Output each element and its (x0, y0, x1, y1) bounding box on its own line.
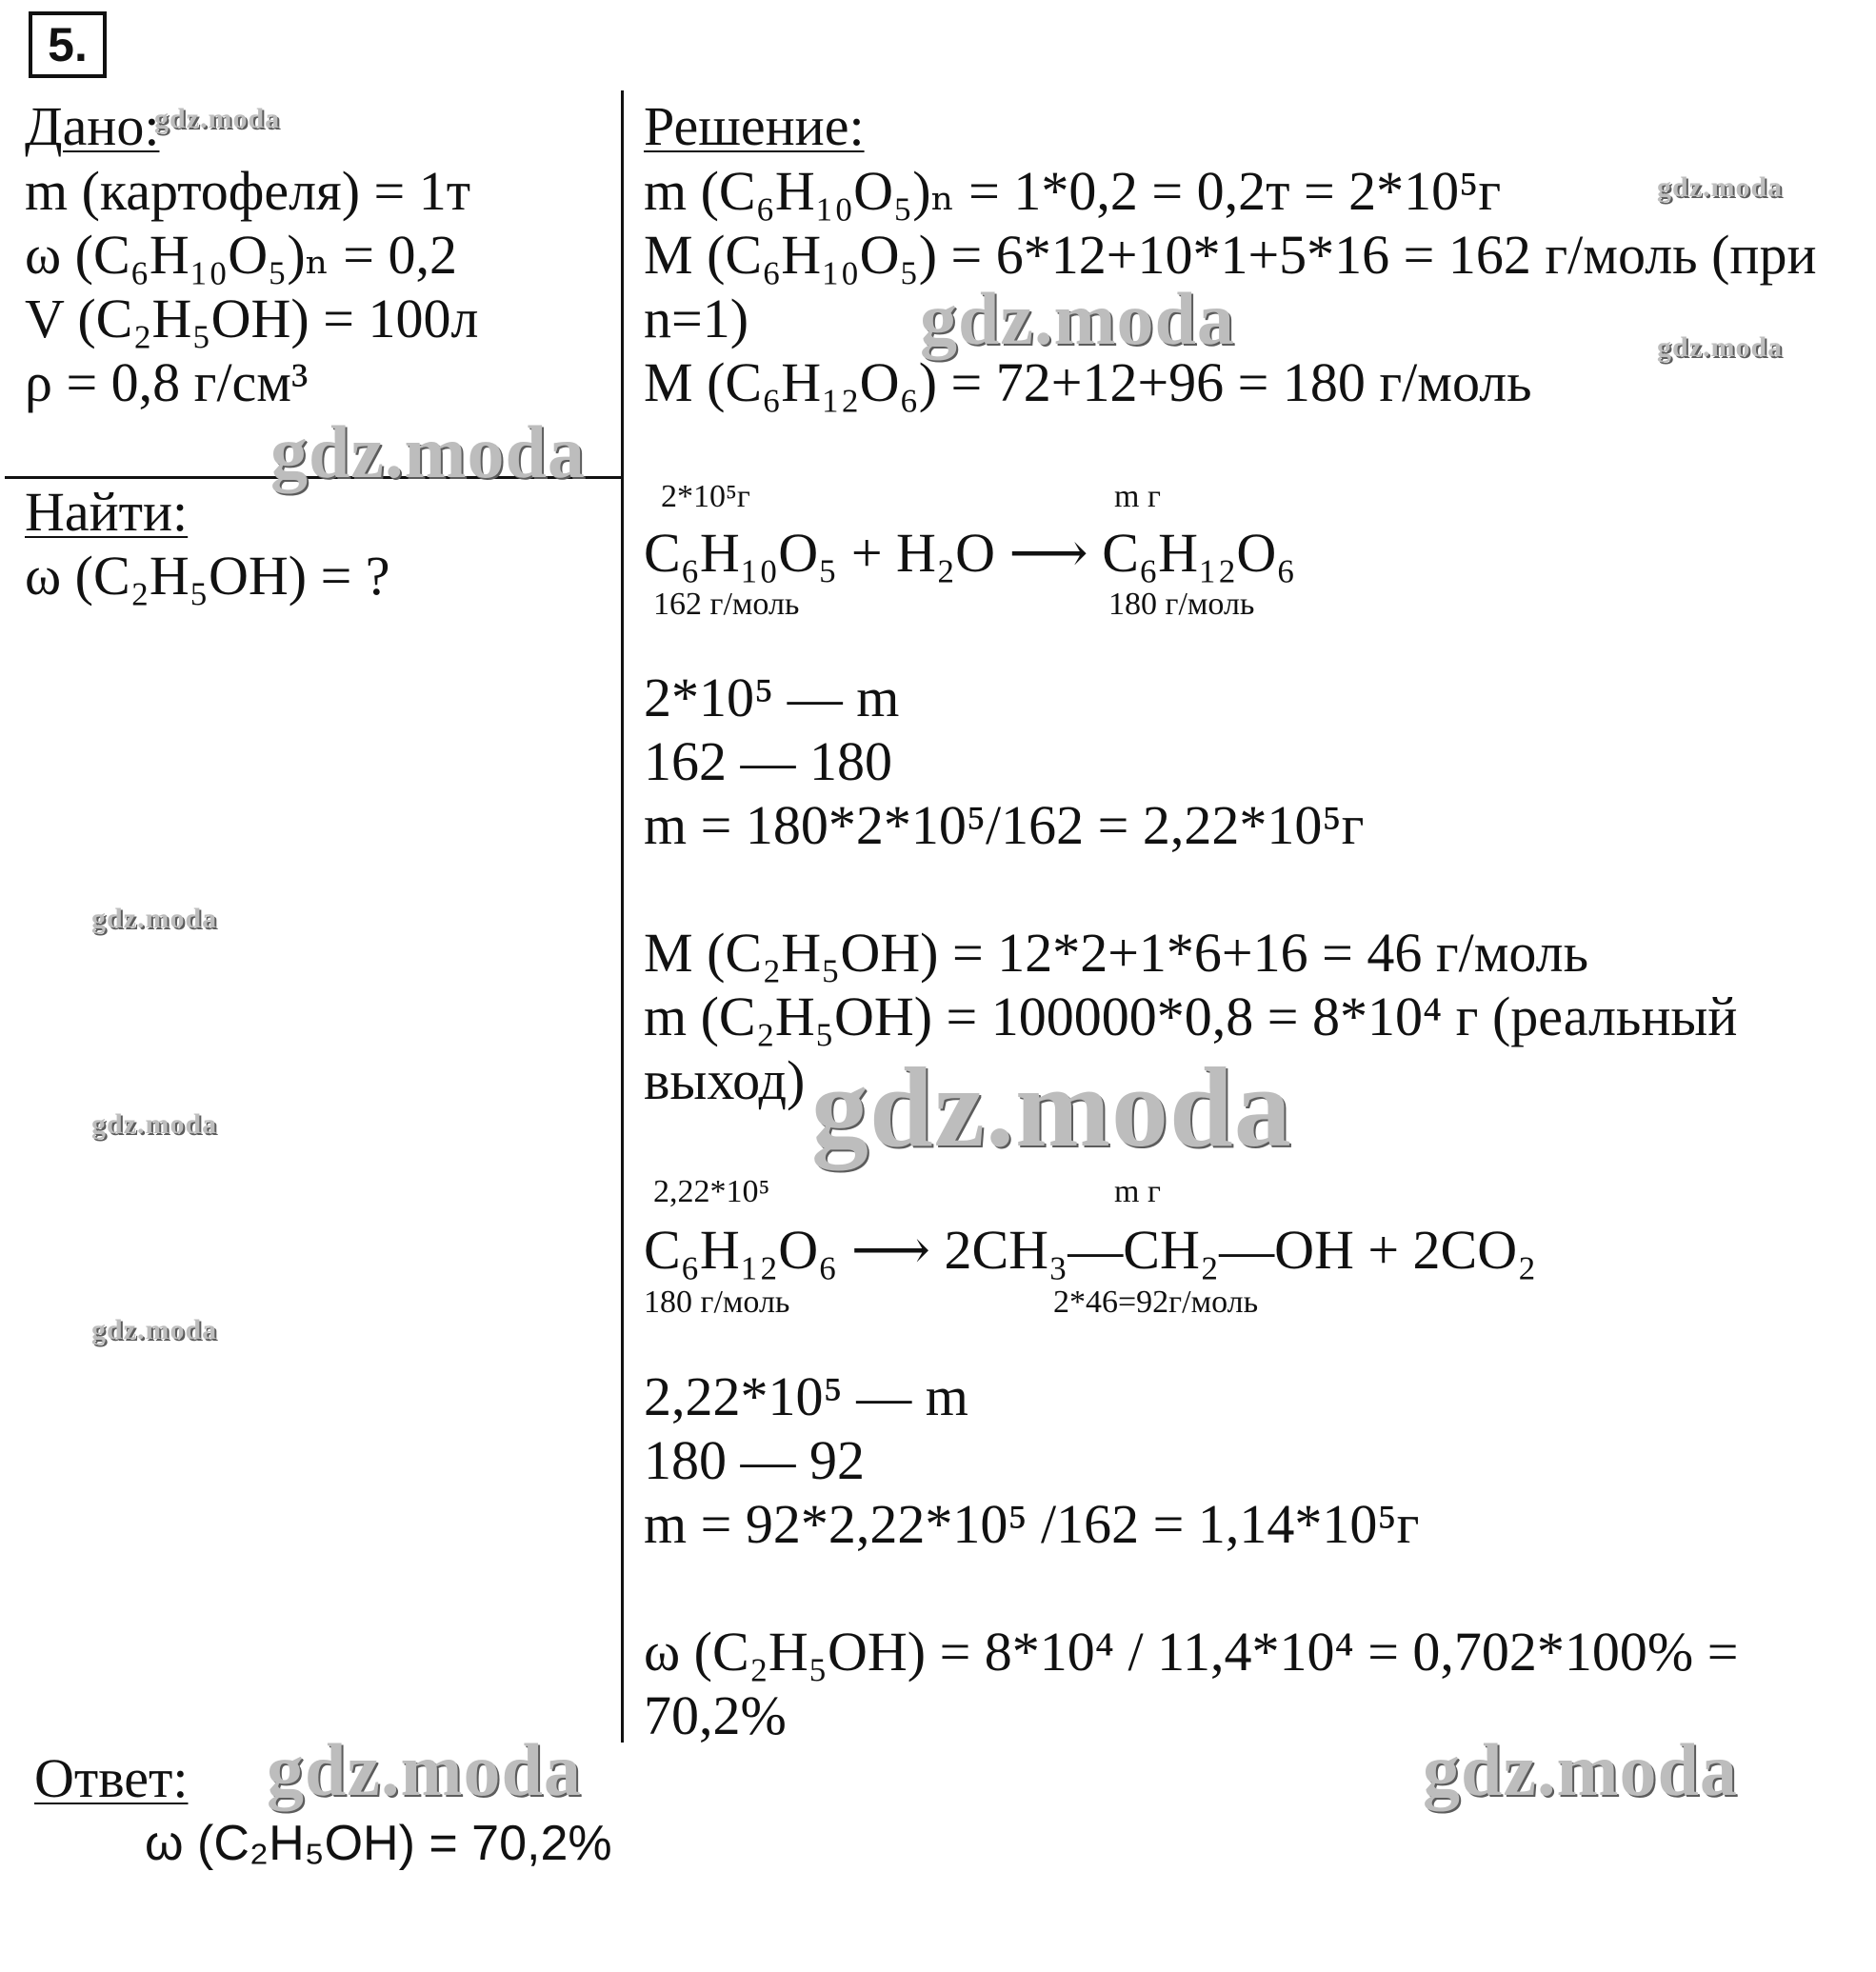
reaction1-below-left: 162 г/моль (653, 587, 800, 622)
ethanol-line: m (C₂H₅OH) = 100000*0,8 = 8*10⁴ г (реальный (644, 986, 1738, 1047)
watermark-text: gdz.moda (154, 103, 281, 134)
find-title: Найти: (25, 481, 189, 543)
watermark-text: gdz.moda (811, 1044, 1292, 1170)
proportion2-line: 2,22*10⁵ — m (644, 1365, 968, 1427)
reaction1-below-right: 180 г/моль (1108, 587, 1255, 622)
watermark-text: gdz.moda (920, 277, 1235, 360)
watermark-text: gdz.moda (1423, 1728, 1738, 1811)
proportion1-line: 2*10⁵ — m (644, 667, 900, 728)
answer-value: ω (C₂H₅OH) = 70,2% (145, 1816, 612, 1871)
solution-line: n=1) (644, 288, 749, 349)
answer-title: Ответ: (34, 1747, 189, 1809)
reaction2-equation: C₆H₁₂O₆ ⟶ 2CH₃—CH₂—OH + 2CO₂ (644, 1219, 1537, 1281)
watermark-text: gdz.moda (267, 1728, 582, 1811)
given-line: ρ = 0,8 г/см³ (25, 351, 309, 413)
final-line: 70,2% (644, 1684, 787, 1746)
reaction2-above-left: 2,22*10⁵ (653, 1174, 770, 1209)
given-line: ω (C₆H₁₀O₅)ₙ = 0,2 (25, 224, 457, 286)
reaction2-below-left: 180 г/моль (644, 1285, 790, 1320)
solution-line: M (C₆H₁₀O₅) = 6*12+10*1+5*16 = 162 г/моль (при (644, 224, 1817, 286)
reaction1-above-right: m г (1114, 479, 1161, 514)
ethanol-line: M (C₂H₅OH) = 12*2+1*6+16 = 46 г/моль (644, 922, 1589, 984)
ethanol-line: выход) (644, 1049, 806, 1111)
given-title: Дано: (25, 95, 160, 157)
proportion2-line: 180 — 92 (644, 1429, 865, 1491)
proportion1-line: m = 180*2*10⁵/162 = 2,22*10⁵г (644, 794, 1365, 856)
watermark-text: gdz.moda (270, 410, 586, 493)
solution-title: Решение: (644, 95, 865, 157)
given-line: m (картофеля) = 1т (25, 160, 471, 222)
watermark-text: gdz.moda (1657, 171, 1784, 203)
column-divider (621, 90, 624, 1743)
proportion1-line: 162 — 180 (644, 730, 892, 792)
proportion2-line: m = 92*2,22*10⁵ /162 = 1,14*10⁵г (644, 1493, 1420, 1555)
reaction2-below-right: 2*46=92г/моль (1053, 1285, 1259, 1320)
problem-number: 5. (29, 11, 107, 78)
reaction1-equation: C₆H₁₀O₅ + H₂O ⟶ C₆H₁₂O₆ (644, 522, 1296, 584)
given-line: V (C₂H₅OH) = 100л (25, 288, 479, 349)
watermark-text: gdz.moda (91, 903, 218, 934)
reaction1-above-left: 2*10⁵г (661, 479, 750, 514)
solution-line: M (C₆H₁₂O₆) = 72+12+96 = 180 г/моль (644, 351, 1532, 413)
watermark-text: gdz.moda (91, 1314, 218, 1345)
reaction2-above-right: m г (1114, 1174, 1161, 1209)
watermark-text: gdz.moda (91, 1108, 218, 1140)
watermark-text: gdz.moda (1657, 331, 1784, 363)
solution-line: m (C₆H₁₀O₅)ₙ = 1*0,2 = 0,2т = 2*10⁵г (644, 160, 1502, 222)
final-line: ω (C₂H₅OH) = 8*10⁴ / 11,4*10⁴ = 0,702*100% = (644, 1621, 1739, 1683)
find-line: ω (C₂H₅OH) = ? (25, 545, 390, 607)
